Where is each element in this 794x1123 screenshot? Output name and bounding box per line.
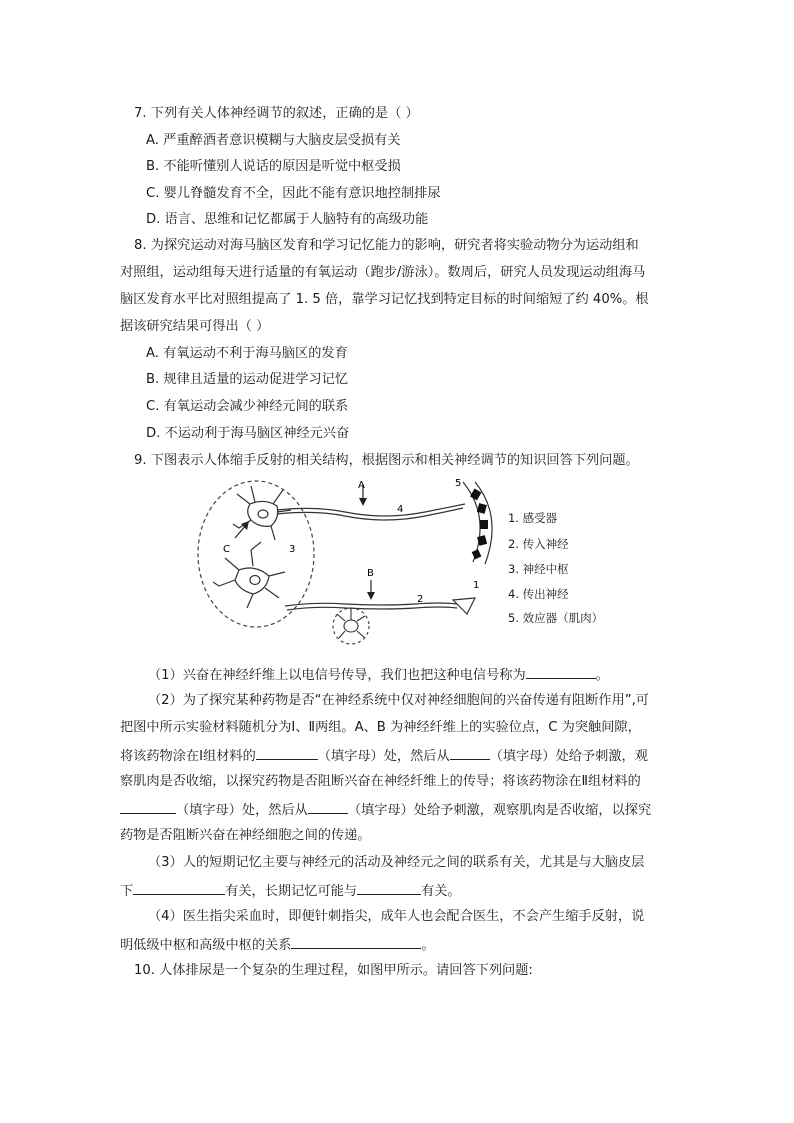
q7-option-a: A. 严重醉酒者意识模糊与大脑皮层受损有关 [146, 133, 401, 148]
reflex-arc-diagram [195, 476, 515, 651]
q9-part1-end: 。 [595, 668, 609, 683]
q9-part2-line5-b: （填字母）处给予刺激，观察肌肉是否收缩，以探究 [347, 803, 652, 818]
label-2: 2 [417, 594, 424, 605]
q9-part3-line1: （3）人的短期记忆主要与神经元的活动及神经元之间的联系有关，尤其是与大脑皮层 [148, 855, 645, 870]
legend-item-3: 3. 神经中枢 [508, 562, 569, 576]
label-5: 5 [455, 478, 462, 489]
label-a: A [358, 480, 365, 491]
q9-part2-line2: 把图中所示实验材料随机分为Ⅰ、Ⅱ两组。A、B 为神经纤维上的实验位点，C 为突触间隙， [120, 720, 641, 735]
q10-stem: 10. 人体排尿是一个复杂的生理过程，如图甲所示。请回答下列问题: [134, 963, 533, 978]
q9-part2-line5 [120, 799, 651, 821]
q7-option-b: B. 不能听懂别人说话的原因是听觉中枢受损 [146, 159, 401, 174]
q9-part2-line3 [120, 745, 648, 767]
answer-blank-1[interactable] [526, 664, 596, 679]
answer-blank-8[interactable] [291, 934, 421, 949]
q7-option-d: D. 语言、思维和记忆都属于人脑特有的高级功能 [146, 212, 429, 227]
label-4: 4 [397, 504, 404, 515]
label-c: C [223, 544, 230, 555]
q8-stem-line3: 脑区发育水平比对照组提高了 1. 5 倍，靠学习记忆找到特定目标的时间缩短了约 40%。根 [120, 292, 649, 307]
q9-part2-line3-a: 将该药物涂在Ⅰ组材料的 [120, 749, 256, 764]
q9-part1-text: （1）兴奋在神经纤维上以电信号传导，我们也把这种电信号称为 [148, 668, 526, 683]
q8-option-d: D. 不运动利于海马脑区神经元兴奋 [146, 426, 350, 441]
q9-part3-line2 [120, 880, 461, 902]
q8-stem-line1: 8. 为探究运动对海马脑区发育和学习记忆能力的影响，研究者将实验动物分为运动组和 [134, 238, 639, 253]
q9-part2-line6: 药物是否阻断兴奋在神经细胞之间的传递。 [120, 828, 371, 843]
receptor [453, 598, 475, 614]
q8-stem-line4: 据该研究结果可得出（ ） [120, 319, 270, 334]
q9-part3-line2-a: 下 [120, 884, 134, 899]
q9-part2-line3-c: （填字母）处给予刺激，观 [489, 749, 648, 764]
effector-muscle [463, 482, 492, 564]
answer-blank-7[interactable] [357, 880, 421, 895]
q9-part4-line2-b: 。 [421, 938, 435, 953]
q9-part2-line5-a: （填字母）处，然后从 [176, 803, 308, 818]
label-3: 3 [289, 544, 296, 555]
legend-item-1: 1. 感受器 [508, 511, 558, 525]
label-b: B [367, 568, 374, 579]
answer-blank-5[interactable] [308, 799, 348, 814]
q8-option-c: C. 有氧运动会减少神经元间的联系 [146, 399, 349, 414]
answer-blank-4[interactable] [120, 799, 176, 814]
q8-option-b: B. 规律且适量的运动促进学习记忆 [146, 372, 349, 387]
q9-part2-line1: （2）为了探究某种药物是否“在神经系统中仅对神经细胞间的兴奋传递有阻断作用”,可 [148, 693, 649, 708]
q9-part3-line2-c: 有关。 [421, 884, 461, 899]
q9-part4-line2 [120, 934, 435, 956]
q8-stem-line2: 对照组，运动组每天进行适量的有氧运动（跑步/游泳）。数周后，研究人员发现运动组海马 [120, 265, 646, 280]
q9-stem: 9. 下图表示人体缩手反射的相关结构，根据图示和相关神经调节的知识回答下列问题。 [134, 453, 639, 468]
q7-stem: 7. 下列有关人体神经调节的叙述，正确的是（ ） [134, 106, 419, 121]
q9-part4-line2-a: 明低级中枢和高级中枢的关系 [120, 938, 292, 953]
legend-item-5: 5. 效应器（肌肉） [508, 611, 604, 625]
q9-part4-line1: （4）医生指尖采血时，即便针刺指尖，成年人也会配合医生，不会产生缩手反射，说 [148, 909, 645, 924]
q9-part1 [148, 664, 609, 686]
answer-blank-3[interactable] [450, 745, 490, 760]
q9-part2-line3-b: （填字母）处，然后从 [317, 749, 450, 764]
q9-part2-line4: 察肌肉是否收缩，以探究药物是否阻断兴奋在神经纤维上的传导；将该药物涂在Ⅱ组材料的 [120, 774, 641, 789]
q9-part3-line2-b: 有关，长期记忆可能与 [225, 884, 358, 899]
answer-blank-6[interactable] [133, 880, 225, 895]
afferent-fiber [285, 603, 457, 606]
label-1: 1 [473, 580, 480, 591]
q7-option-c: C. 婴儿脊髓发育不全，因此不能有意识地控制排尿 [146, 186, 441, 201]
answer-blank-2[interactable] [256, 745, 318, 760]
q8-option-a: A. 有氧运动不利于海马脑区的发育 [146, 346, 348, 361]
legend-item-2: 2. 传入神经 [508, 537, 569, 551]
legend-item-4: 4. 传出神经 [508, 587, 569, 601]
